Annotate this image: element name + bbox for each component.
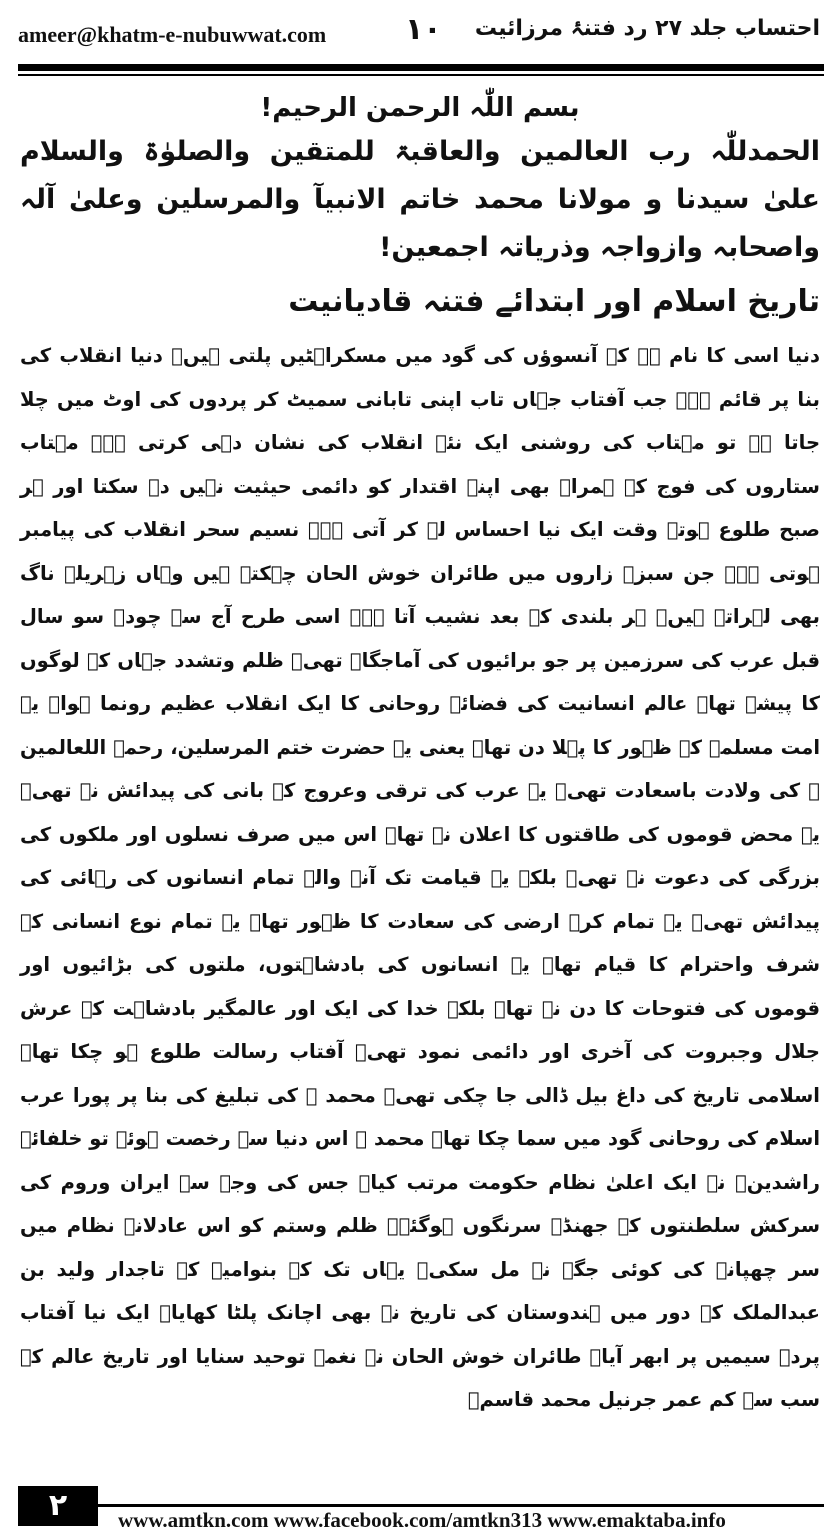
opening-hamd: الحمدللّٰہ رب العالمین والعاقبۃ للمتقین والصلوٰۃ والسلام علیٰ سیدنا و مولانا محمد خاتم الانبیآ والمرسلین وعلیٰ آلہ واصحابہ وازواجہ وذریاتہ اجمعین! bbox=[20, 136, 820, 263]
header-page-number: ۱۰ bbox=[405, 12, 442, 47]
section-heading: تاریخ اسلام اور ابتدائے فتنہ قادیانیت bbox=[288, 284, 820, 319]
header-rule-thin bbox=[18, 74, 824, 76]
header-book-title: احتساب جلد ۲۷ رد فتنۂ مرزائیت bbox=[474, 16, 820, 41]
section-body: دنیا اسی کا نام ہے کہ آنسوؤں کی گود میں مسکراہٹیں پلتی ہیں۔ دنیا انقلاب کی بنا پر قائم ہے۔ جب آفتاب جہاں تاب اپنی تابانی سمیٹ کر پردوں کی اوٹ میں چلا جاتا ہے تو مہتاب کی روشنی ایک نئے انقلاب کی نشان دہی کرتی ہے۔ مہتاب ستاروں کی فوج کے ہمراہ بھی اپنے اقتدار کو دائمی حیثیت نہیں دے سکتا اور ہر صبح طلوع ہوتے وقت ایک نیا احساس لے کر آتی ہے۔ نسیم سحر انقلاب کی پیامبر ہوتی ہے۔ جن سبزہ زاروں میں طائران خوش الحان چہکتے ہیں وہاں زہریلے ناگ بھی لہراتے ہیں۔ ہر بلندی کے بعد نشیب آتا ہے۔ اسی طرح آج سے چودہ سو سال قبل عرب کی سرزمین پر جو برائیوں کی آماجگاہ تھی۔ ظلم وتشدد جہاں کے لوگوں کا پیشہ تھا۔ عالم انسانیت کی فضائے روحانی کا ایک انقلاب عظیم رونما ہوا۔ یہ امت مسلمہ کے ظہور کا پہلا دن تھا۔ یعنی یہ حضرت ختم المرسلین، رحمۃ اللعالمین ﷺ کی ولادت باسعادت تھی۔ یہ عرب کی ترقی وعروج کے بانی کی پیدائش نہ تھی۔ یہ محض قوموں کی طاقتوں کا اعلان نہ تھا۔ اس میں صرف نسلوں اور ملکوں کی بزرگی کی دعوت نہ تھی۔ بلکہ یہ قیامت تک آنے والے تمام انسانوں کی رہائی کی پیدائش تھی۔ یہ تمام کرۂ ارضی کی سعادت کا ظہور تھا۔ یہ تمام نوع انسانی کے شرف واحترام کا قیام تھا۔ یہ انسانوں کی بادشاہتوں، ملتوں کی بڑائیوں اور قوموں کی فتوحات کا دن نہ تھا۔ بلکہ خدا کی ایک اور عالمگیر بادشاہت کے عرش جلال وجبروت کی آخری اور دائمی نمود تھی۔ آفتاب رسالت طلوع ہو چکا تھا۔ اسلامی تاریخ کی داغ بیل ڈالی جا چکی تھی۔ محمد ﷺ کی تبلیغ کی بنا پر پورا عرب اسلام کی روحانی گود میں سما چکا تھا۔ محمد ﷺ اس دنیا سے رخصت ہوئے تو خلفائے راشدینؓ نے ایک اعلیٰ نظام حکومت مرتب کیا۔ جس کی وجہ سے ایران وروم کی سرکش سلطنتوں کے جھنڈے سرنگوں ہوگئے۔ ظلم وستم کو اس عادلانہ نظام میں سر چھپانے کی کوئی جگہ نہ مل سکی۔ یہاں تک کہ بنوامیہ کے تاجدار ولید بن عبدالملک کے دور میں ہندوستان کی تاریخ نے بھی اچانک پلٹا کھایا۔ ایک نیا آفتاب پردۂ سیمیں پر ابھر آیا۔ طائران خوش الحان نے نغمۂ توحید سنایا اور تاریخ عالم کے سب سے کم عمر جرنیل محمد قاسمؒ bbox=[20, 344, 820, 1411]
page-header bbox=[0, 0, 840, 70]
footer-websites: www.amtkn.com www.facebook.com/amtkn313 www.emaktaba.info bbox=[118, 1508, 726, 1532]
page-footer bbox=[0, 1486, 840, 1540]
page-content bbox=[20, 88, 820, 1422]
footer-rule bbox=[18, 1504, 824, 1507]
header-email: ameer@khatm-e-nubuwwat.com bbox=[18, 22, 327, 47]
header-rule-thick bbox=[18, 64, 824, 71]
footer-page-number: ۲ bbox=[18, 1486, 98, 1526]
bismillah: بسم اللّٰہ الرحمن الرحیم! bbox=[260, 93, 580, 123]
